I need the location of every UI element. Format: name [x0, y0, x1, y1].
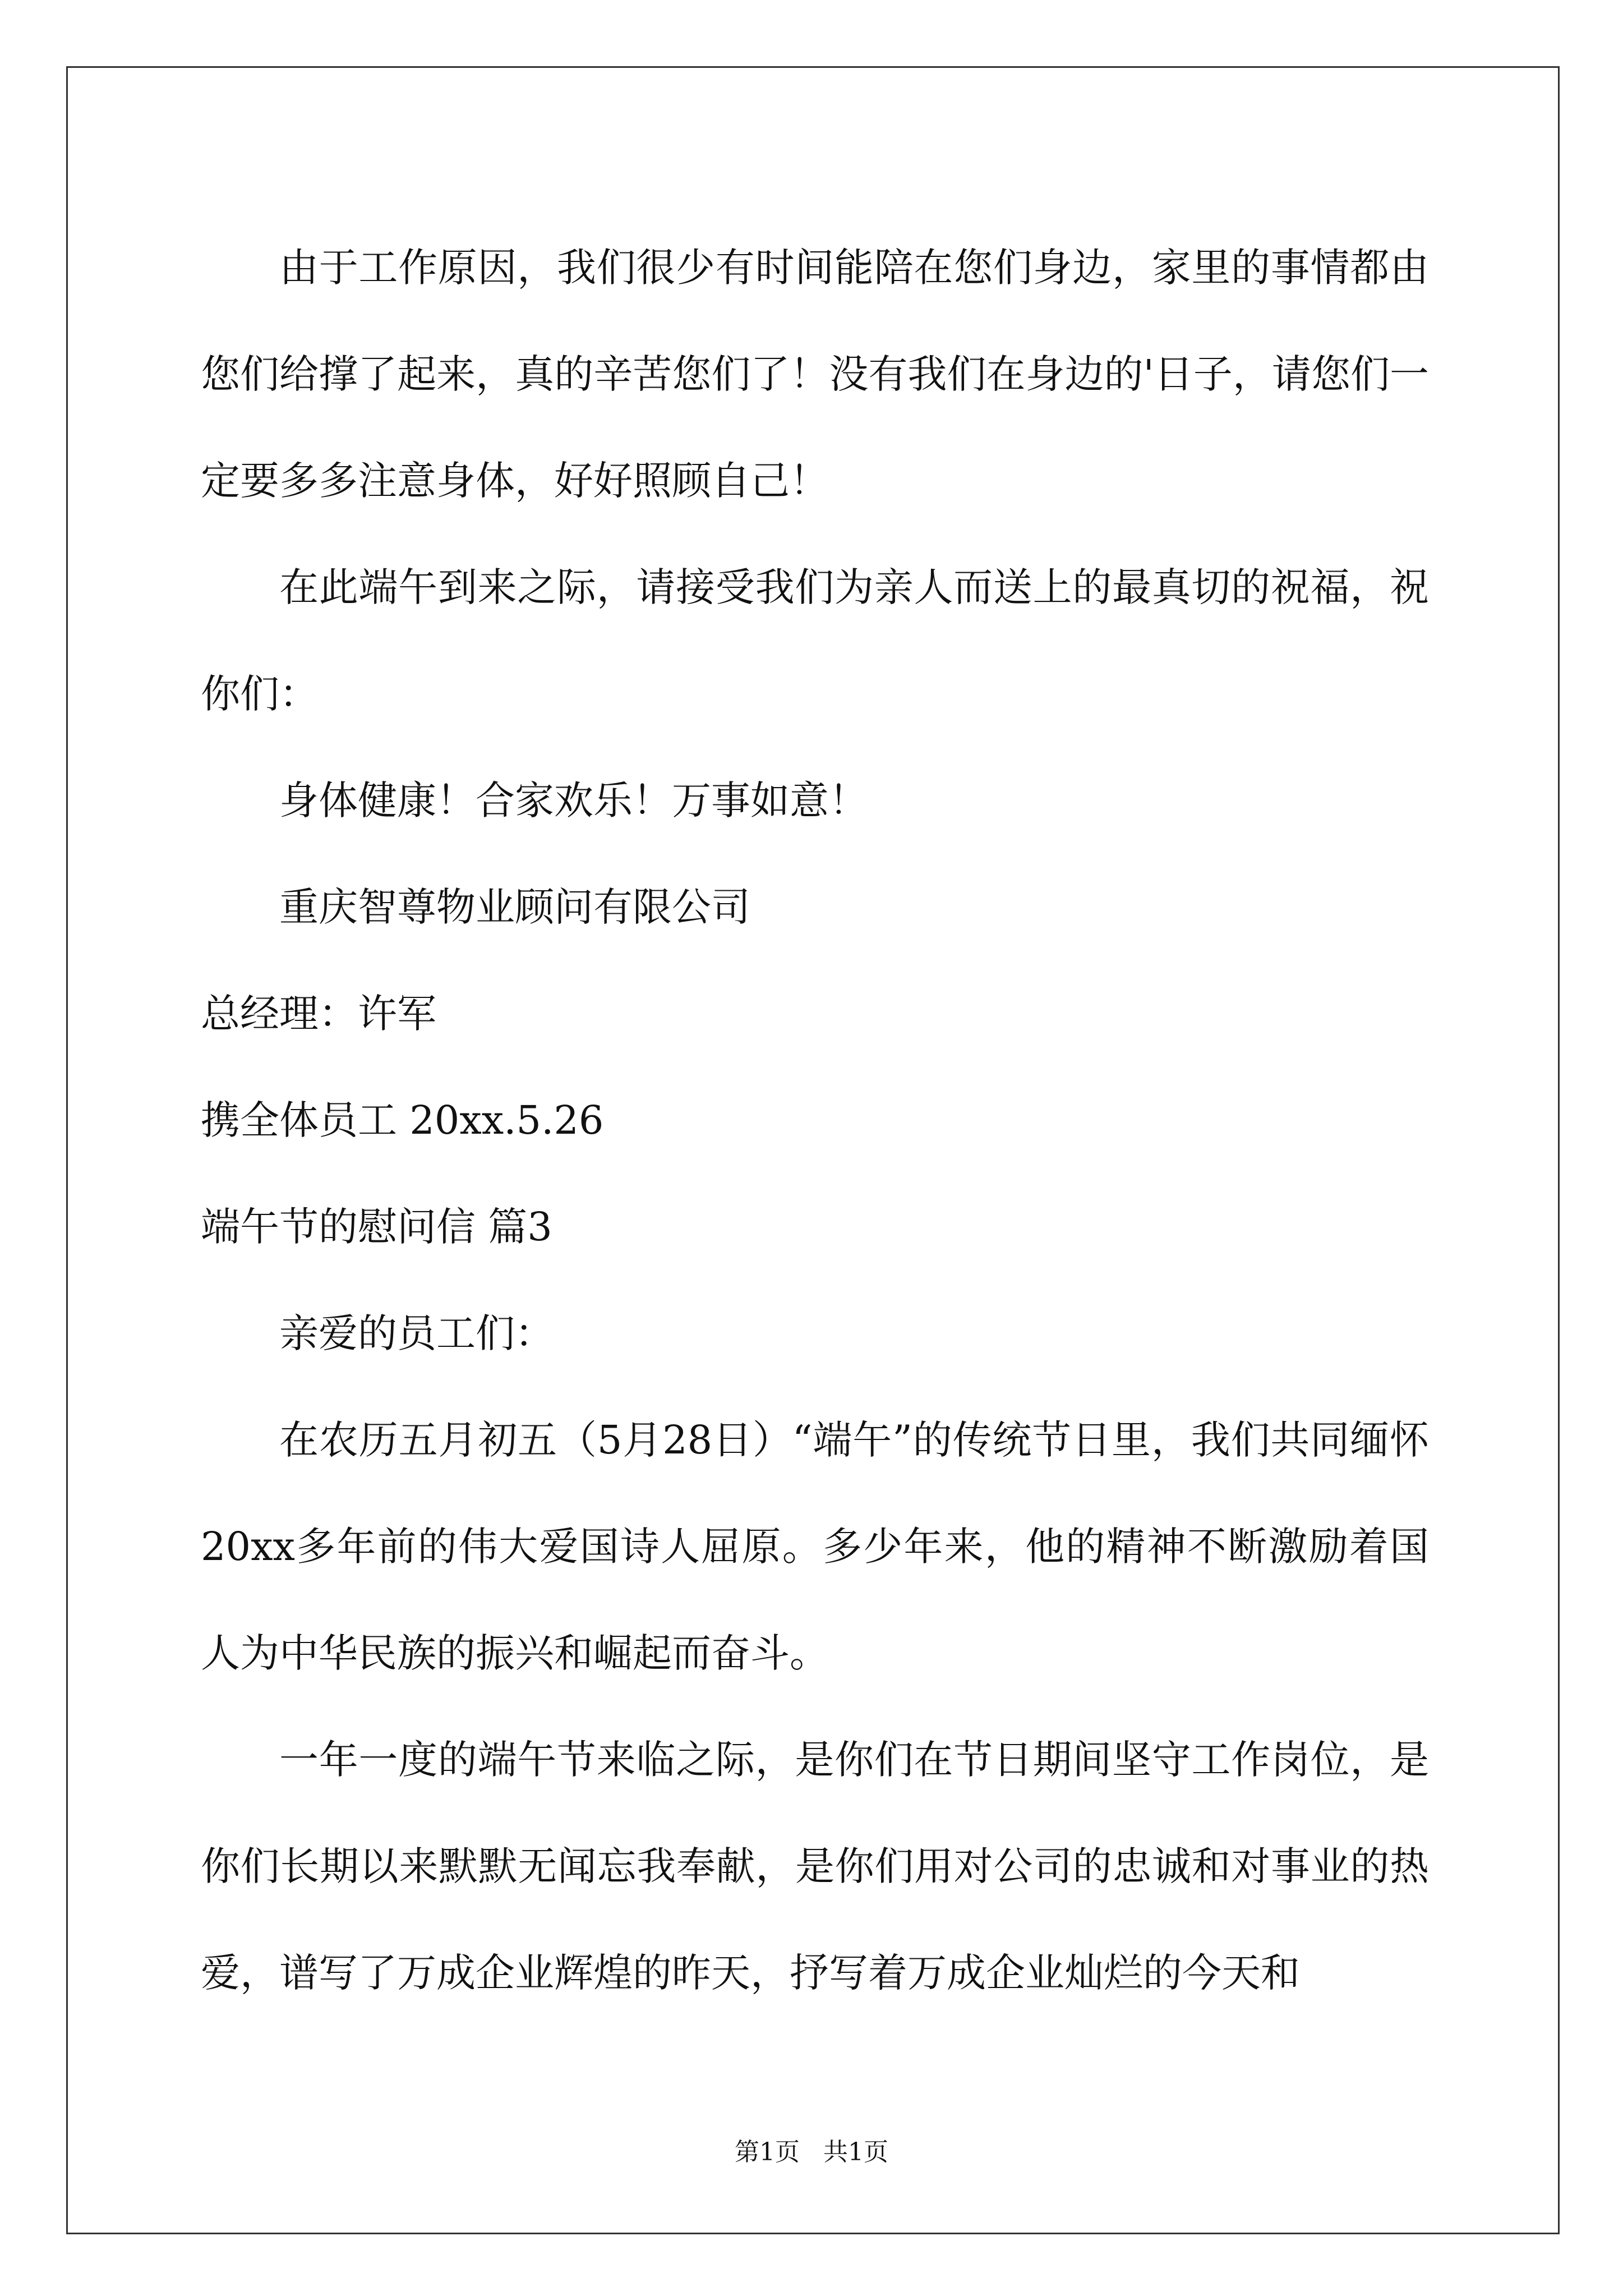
- paragraph-qu-yuan: 在农历五月初五（5月28日）“端午”的传统节日里，我们共同缅怀20xx多年前的伟大爱国诗人屈原。多少年来，他的精神不断激励着国人为中华民族的振兴和崛起而奋斗。: [201, 1417, 1429, 1676]
- company-name: 重庆智尊物业顾问有限公司: [279, 884, 750, 930]
- paragraph-appreciation: 一年一度的端午节来临之际，是你们在节日期间坚守工作岗位，是你们长期以来默默无闻忘我奉献，是你们用对公司的忠诚和对事业的热爱，谱写了万成企业辉煌的昨天，抒写着万成企业灿烂的今天和: [201, 1737, 1429, 1996]
- document-body: [201, 214, 1429, 2026]
- paragraph-family-care: 由于工作原因，我们很少有时间能陪在您们身边，家里的事情都由您们给撑了起来，真的辛苦您们了！没有我们在身边的'日子，请您们一定要多多注意身体，好好照顾自己！: [201, 245, 1429, 504]
- signature-manager: 总经理：许军: [201, 991, 436, 1037]
- signature-staff-date: 携全体员工 20xx.5.26: [201, 1097, 604, 1143]
- paragraph-blessing-intro: 在此端午到来之际，请接受我们为亲人而送上的最真切的祝福，祝你们：: [201, 564, 1429, 717]
- letter-salutation: 亲爱的员工们：: [279, 1310, 554, 1356]
- page-footer: 第1页 共1页: [735, 2138, 888, 2166]
- paragraph-wishes: 身体健康！合家欢乐！万事如意！: [279, 777, 868, 823]
- section-heading: 端午节的慰问信 篇3: [201, 1204, 552, 1250]
